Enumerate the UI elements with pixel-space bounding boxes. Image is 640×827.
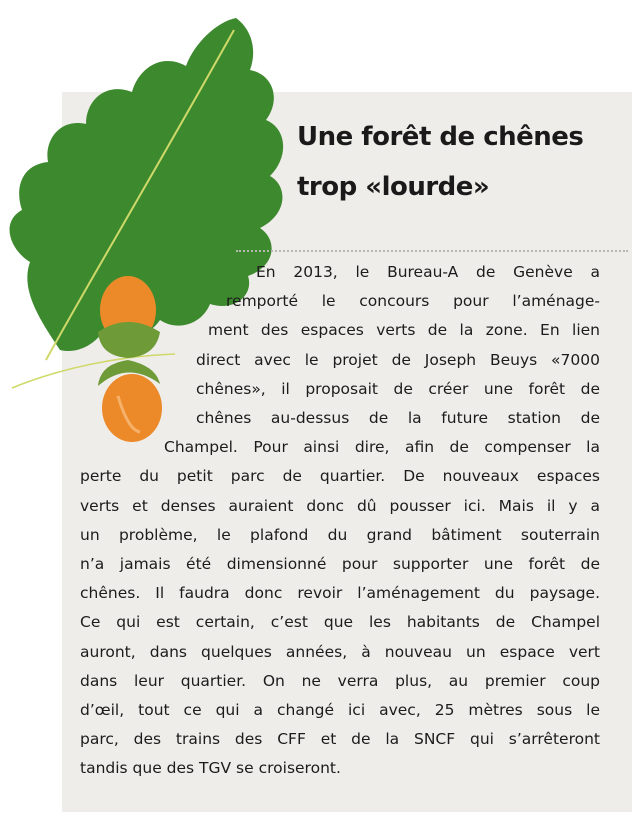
body-line: Champel. Pour ainsi dire, afin de compenser la: [164, 438, 600, 457]
body-line: En 2013, le Bureau-A de Genève a: [256, 263, 600, 281]
body-line: auront, dans quelques années, à nouveau un espace vert: [80, 642, 600, 661]
body-line: verts et denses auraient donc dû pousser ici. Mais il y a: [80, 496, 600, 515]
body-line: tandis que des TGV se croiseront.: [80, 759, 341, 778]
body-line: Ce qui est certain, c’est que les habitants de Champel: [80, 613, 600, 632]
dotted-divider: [236, 250, 628, 252]
article-title: [297, 112, 617, 212]
article-body: [80, 258, 600, 784]
body-line: dans leur quartier. On ne verra plus, au premier coup: [80, 671, 600, 690]
title-line: trop «lourde»: [297, 172, 490, 202]
body-line: un problème, le plafond du grand bâtiment souterrain: [80, 525, 600, 544]
body-line: d’œil, tout ce qui a changé ici avec, 25 mètres sous le: [80, 701, 600, 720]
body-line: direct avec le projet de Joseph Beuys «7000: [196, 350, 600, 369]
body-line: perte du petit parc de quartier. De nouveaux espaces: [80, 467, 600, 486]
body-line: remporté le concours pour l’aménage-: [226, 292, 600, 311]
body-line: parc, des trains des CFF et de la SNCF qui s’arrêteront: [80, 730, 600, 749]
body-line: n’a jamais été dimensionné pour supporter une forêt de: [80, 555, 600, 574]
body-line: chênes au-dessus de la future station de: [196, 409, 600, 428]
body-line: chênes», il proposait de créer une forêt de: [196, 379, 600, 398]
body-line: ment des espaces verts de la zone. En lien: [208, 321, 600, 340]
body-line: chênes. Il faudra donc revoir l’aménagement du paysage.: [80, 584, 600, 603]
title-line: Une forêt de chênes: [297, 122, 584, 152]
